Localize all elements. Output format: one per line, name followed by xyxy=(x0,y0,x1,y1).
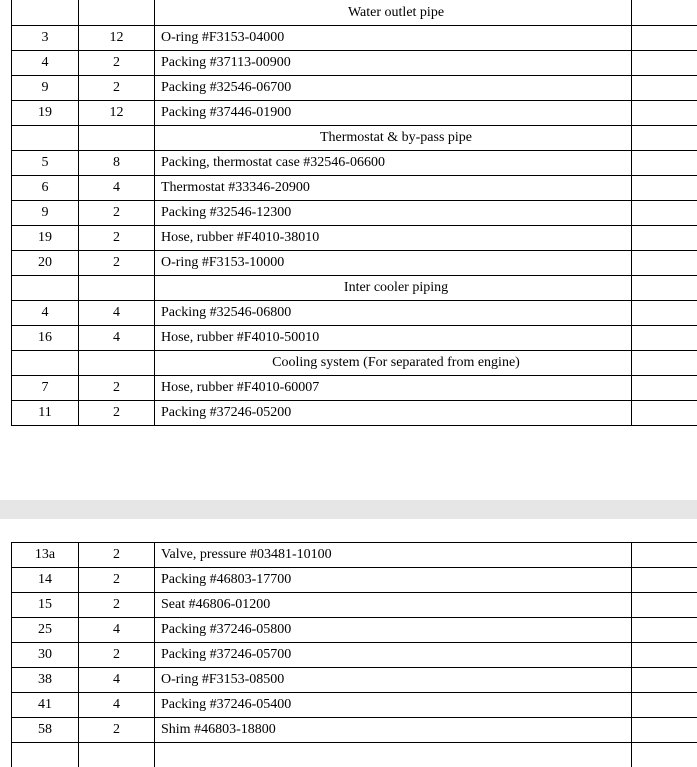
qty-cell: 2 xyxy=(79,251,155,276)
qty-cell: 4 xyxy=(79,301,155,326)
remarks-cell xyxy=(632,126,697,151)
part-row xyxy=(12,26,697,51)
remarks-cell xyxy=(632,101,697,126)
ref-cell: 16 xyxy=(12,326,79,351)
remarks-cell xyxy=(632,743,697,767)
qty-cell: 4 xyxy=(79,326,155,351)
part-row xyxy=(12,568,697,593)
part-row xyxy=(12,226,697,251)
part-row xyxy=(12,51,697,76)
part-row xyxy=(12,643,697,668)
description-cell: Packing #37246-05700 xyxy=(155,643,632,668)
remarks-cell xyxy=(632,401,697,426)
qty-cell: 2 xyxy=(79,201,155,226)
ref-cell xyxy=(12,276,79,301)
description-cell: Packing #37246-05400 xyxy=(155,693,632,718)
ref-cell: 4 xyxy=(12,301,79,326)
section-title: Thermostat & by-pass pipe xyxy=(155,126,632,151)
ref-cell: 7 xyxy=(12,376,79,401)
qty-cell: 12 xyxy=(79,26,155,51)
ref-cell: 9 xyxy=(12,201,79,226)
part-row xyxy=(12,76,697,101)
section-title: Water outlet pipe xyxy=(155,0,632,26)
description-cell: Packing #37113-00900 xyxy=(155,51,632,76)
part-row xyxy=(12,401,697,426)
qty-cell xyxy=(79,351,155,376)
parts-table-top xyxy=(11,0,697,426)
remarks-cell xyxy=(632,593,697,618)
parts-table-bottom-body xyxy=(12,543,697,767)
description-cell: Packing #46803-17700 xyxy=(155,568,632,593)
qty-cell xyxy=(79,743,155,767)
ref-cell: 11 xyxy=(12,401,79,426)
remarks-cell xyxy=(632,76,697,101)
description-cell: O-ring #F3153-08500 xyxy=(155,668,632,693)
remarks-cell xyxy=(632,151,697,176)
page-break-gap xyxy=(0,500,697,519)
part-row xyxy=(12,201,697,226)
ref-cell: 20 xyxy=(12,251,79,276)
section-header-row xyxy=(12,351,697,376)
part-row xyxy=(12,176,697,201)
ref-cell xyxy=(12,743,79,767)
remarks-cell xyxy=(632,718,697,743)
remarks-cell xyxy=(632,51,697,76)
remarks-cell xyxy=(632,693,697,718)
part-row xyxy=(12,718,697,743)
qty-cell: 4 xyxy=(79,618,155,643)
parts-table-bottom xyxy=(11,542,697,767)
part-row xyxy=(12,151,697,176)
description-cell: Hose, rubber #F4010-38010 xyxy=(155,226,632,251)
qty-cell: 2 xyxy=(79,76,155,101)
ref-cell: 13a xyxy=(12,543,79,568)
ref-cell: 30 xyxy=(12,643,79,668)
description-cell: Packing, thermostat case #32546-06600 xyxy=(155,151,632,176)
description-cell: Shim #46803-18800 xyxy=(155,718,632,743)
description-cell xyxy=(155,743,632,767)
ref-cell: 58 xyxy=(12,718,79,743)
remarks-cell xyxy=(632,326,697,351)
ref-cell: 9 xyxy=(12,76,79,101)
remarks-cell xyxy=(632,301,697,326)
remarks-cell xyxy=(632,568,697,593)
qty-cell: 4 xyxy=(79,176,155,201)
description-cell: Hose, rubber #F4010-60007 xyxy=(155,376,632,401)
section-header-row xyxy=(12,126,697,151)
ref-cell: 4 xyxy=(12,51,79,76)
qty-cell: 2 xyxy=(79,51,155,76)
qty-cell: 2 xyxy=(79,593,155,618)
description-cell: Thermostat #33346-20900 xyxy=(155,176,632,201)
qty-cell: 2 xyxy=(79,568,155,593)
description-cell: Hose, rubber #F4010-50010 xyxy=(155,326,632,351)
qty-cell: 4 xyxy=(79,668,155,693)
ref-cell: 6 xyxy=(12,176,79,201)
description-cell: O-ring #F3153-04000 xyxy=(155,26,632,51)
qty-cell xyxy=(79,0,155,26)
part-row xyxy=(12,101,697,126)
ref-cell: 38 xyxy=(12,668,79,693)
description-cell: Seat #46806-01200 xyxy=(155,593,632,618)
description-cell: Packing #32546-12300 xyxy=(155,201,632,226)
ref-cell xyxy=(12,126,79,151)
section-header-row xyxy=(12,276,697,301)
remarks-cell xyxy=(632,26,697,51)
part-row xyxy=(12,376,697,401)
qty-cell xyxy=(79,276,155,301)
remarks-cell xyxy=(632,668,697,693)
part-row xyxy=(12,743,697,767)
part-row xyxy=(12,618,697,643)
parts-table-top-body xyxy=(12,0,697,426)
qty-cell: 2 xyxy=(79,643,155,668)
remarks-cell xyxy=(632,276,697,301)
description-cell: Packing #37446-01900 xyxy=(155,101,632,126)
ref-cell: 14 xyxy=(12,568,79,593)
part-row xyxy=(12,251,697,276)
section-header-row xyxy=(12,0,697,26)
remarks-cell xyxy=(632,251,697,276)
qty-cell: 12 xyxy=(79,101,155,126)
qty-cell: 2 xyxy=(79,718,155,743)
remarks-cell xyxy=(632,643,697,668)
ref-cell xyxy=(12,351,79,376)
qty-cell xyxy=(79,126,155,151)
remarks-cell xyxy=(632,226,697,251)
ref-cell xyxy=(12,0,79,26)
description-cell: Packing #37246-05200 xyxy=(155,401,632,426)
qty-cell: 2 xyxy=(79,401,155,426)
remarks-cell xyxy=(632,201,697,226)
description-cell: O-ring #F3153-10000 xyxy=(155,251,632,276)
part-row xyxy=(12,693,697,718)
remarks-cell xyxy=(632,176,697,201)
qty-cell: 2 xyxy=(79,543,155,568)
part-row xyxy=(12,668,697,693)
remarks-cell xyxy=(632,543,697,568)
remarks-cell xyxy=(632,351,697,376)
section-title: Inter cooler piping xyxy=(155,276,632,301)
qty-cell: 2 xyxy=(79,226,155,251)
ref-cell: 19 xyxy=(12,226,79,251)
part-row xyxy=(12,543,697,568)
part-row xyxy=(12,593,697,618)
ref-cell: 19 xyxy=(12,101,79,126)
description-cell: Packing #32546-06700 xyxy=(155,76,632,101)
description-cell: Packing #32546-06800 xyxy=(155,301,632,326)
section-title: Cooling system (For separated from engine) xyxy=(155,351,632,376)
remarks-cell xyxy=(632,618,697,643)
qty-cell: 4 xyxy=(79,693,155,718)
ref-cell: 25 xyxy=(12,618,79,643)
remarks-cell xyxy=(632,0,697,26)
ref-cell: 5 xyxy=(12,151,79,176)
ref-cell: 3 xyxy=(12,26,79,51)
part-row xyxy=(12,301,697,326)
qty-cell: 8 xyxy=(79,151,155,176)
description-cell: Packing #37246-05800 xyxy=(155,618,632,643)
ref-cell: 41 xyxy=(12,693,79,718)
ref-cell: 15 xyxy=(12,593,79,618)
part-row xyxy=(12,326,697,351)
remarks-cell xyxy=(632,376,697,401)
description-cell: Valve, pressure #03481-10100 xyxy=(155,543,632,568)
qty-cell: 2 xyxy=(79,376,155,401)
